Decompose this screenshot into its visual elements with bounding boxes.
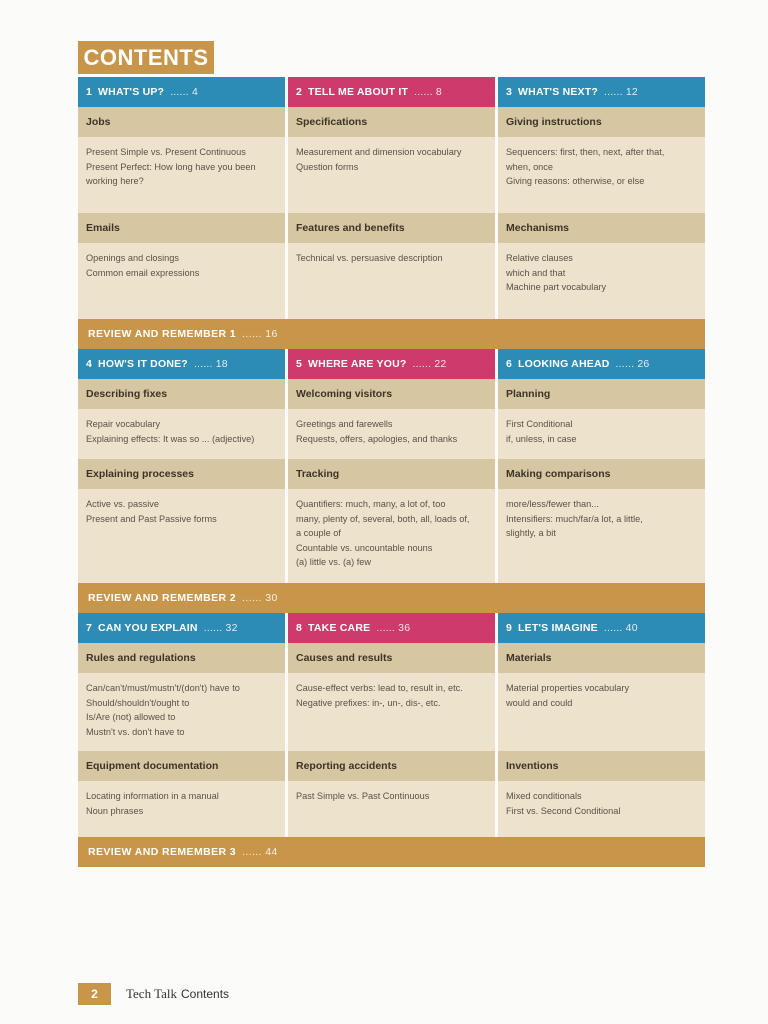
review-label: REVIEW AND REMEMBER 2 <box>88 592 237 604</box>
book-title: Tech Talk <box>126 986 178 1001</box>
unit-column <box>498 349 705 583</box>
review-page: ...... 16 <box>242 328 278 340</box>
topic-details <box>498 243 705 319</box>
topic-details <box>288 409 495 459</box>
topic-line: would and could <box>506 697 573 708</box>
topic-details <box>78 137 285 213</box>
topic-details <box>288 781 495 837</box>
unit-header[interactable] <box>288 349 495 379</box>
topic-line: Quantifiers: much, many, a lot of, too <box>296 499 446 509</box>
topic-line: many, plenty of, several, both, all, loads of, <box>296 513 470 524</box>
unit-header[interactable] <box>498 349 705 379</box>
topic-line: Openings and closings <box>86 253 179 263</box>
topic-line: Relative clauses <box>506 253 573 263</box>
unit-column <box>78 349 285 583</box>
topic-line: when, once <box>506 161 553 172</box>
topic-line: Machine part vocabulary <box>506 282 607 292</box>
topic-line: Mustn't vs. don't have to <box>86 726 185 737</box>
topic-heading: Equipment documentation <box>78 751 285 781</box>
unit-column <box>78 613 285 837</box>
unit-row <box>78 77 705 319</box>
unit-number: 6 <box>506 358 513 370</box>
topic-line: First Conditional <box>506 419 573 429</box>
unit-title: LOOKING AHEAD <box>518 358 610 370</box>
unit-title: TELL ME ABOUT IT <box>308 86 409 98</box>
review-bar[interactable] <box>78 583 705 613</box>
unit-page: ...... 12 <box>604 86 638 98</box>
unit-page: ...... 36 <box>376 622 411 634</box>
topic-line: Past Simple vs. Past Continuous <box>296 791 430 801</box>
unit-page: ...... 18 <box>193 358 228 370</box>
topic-details <box>498 137 705 213</box>
unit-number: 1 <box>86 86 93 98</box>
topic-details <box>288 489 495 583</box>
topic-line: Present Simple vs. Present Continuous <box>86 147 246 157</box>
page-title: CONTENTS <box>78 41 214 74</box>
unit-number: 9 <box>506 622 513 634</box>
topic-line: Material properties vocabulary <box>506 683 630 693</box>
unit-page: ...... 40 <box>603 622 638 634</box>
topic-line: Mixed conditionals <box>506 791 582 801</box>
unit-header[interactable] <box>78 613 285 643</box>
unit-page: ...... 32 <box>203 622 238 634</box>
topic-line: Is/Are (not) allowed to <box>86 712 176 722</box>
topic-details <box>78 673 285 751</box>
unit-title: WHAT'S UP? <box>98 86 165 98</box>
unit-page: ...... 26 <box>615 358 650 370</box>
topic-line: Present and Past Passive forms <box>86 513 217 524</box>
unit-column <box>288 77 495 319</box>
topic-line: Noun phrases <box>86 805 144 816</box>
topic-line: Countable vs. uncountable nouns <box>296 542 433 553</box>
topic-details <box>78 781 285 837</box>
topic-details <box>288 243 495 319</box>
topic-line: Common email expressions <box>86 267 200 278</box>
topic-details <box>498 409 705 459</box>
topic-line: working here? <box>86 176 144 186</box>
topic-line: Giving reasons: otherwise, or else <box>506 176 645 186</box>
review-bar[interactable] <box>78 837 705 867</box>
unit-header[interactable] <box>78 77 285 107</box>
topic-heading: Welcoming visitors <box>288 379 495 409</box>
topic-line: (a) little vs. (a) few <box>296 557 372 567</box>
unit-title: TAKE CARE <box>308 622 371 634</box>
page-number: 2 <box>78 983 111 1005</box>
topic-line: First vs. Second Conditional <box>506 805 621 816</box>
topic-details <box>78 489 285 583</box>
topic-heading: Causes and results <box>288 643 495 673</box>
unit-number: 5 <box>296 358 303 370</box>
unit-column <box>288 349 495 583</box>
topic-heading: Jobs <box>78 107 285 137</box>
unit-title: WHERE ARE YOU? <box>308 358 407 370</box>
unit-title: WHAT'S NEXT? <box>518 86 598 98</box>
topic-line: more/less/fewer than... <box>506 499 599 509</box>
topic-line: Active vs. passive <box>86 499 160 509</box>
topic-line: Repair vocabulary <box>86 419 161 429</box>
topic-heading: Features and benefits <box>288 213 495 243</box>
topic-heading: Reporting accidents <box>288 751 495 781</box>
review-page: ...... 44 <box>242 846 278 858</box>
topic-details <box>288 673 495 751</box>
topic-line: if, unless, in case <box>506 433 577 444</box>
topic-details <box>288 137 495 213</box>
topic-line: Locating information in a manual <box>86 791 219 801</box>
topic-heading: Describing fixes <box>78 379 285 409</box>
unit-header[interactable] <box>498 77 705 107</box>
topic-line: Present Perfect: How long have you been <box>86 161 256 172</box>
unit-row <box>78 349 705 583</box>
topic-details <box>78 243 285 319</box>
topic-line: which and that <box>506 267 566 278</box>
topic-details <box>498 489 705 583</box>
topic-line: Can/can't/must/mustn't/(don't) have to <box>86 683 240 693</box>
topic-heading: Explaining processes <box>78 459 285 489</box>
unit-page: ...... 22 <box>412 358 447 370</box>
unit-page: ...... 8 <box>414 86 442 98</box>
topic-line: Question forms <box>296 161 359 172</box>
topic-line: Should/shouldn't/ought to <box>86 697 190 708</box>
unit-number: 8 <box>296 622 303 634</box>
unit-column <box>498 77 705 319</box>
review-bar[interactable] <box>78 319 705 349</box>
topic-heading: Specifications <box>288 107 495 137</box>
topic-line: Measurement and dimension vocabulary <box>296 147 462 157</box>
unit-row <box>78 613 705 837</box>
unit-header[interactable] <box>288 613 495 643</box>
review-label: REVIEW AND REMEMBER 1 <box>88 328 237 340</box>
unit-page: ...... 4 <box>170 86 199 98</box>
topic-heading: Inventions <box>498 751 705 781</box>
unit-column <box>78 77 285 319</box>
unit-number: 4 <box>86 358 93 370</box>
topic-line: Explaining effects: It was so ... (adjective) <box>86 433 255 444</box>
unit-header[interactable] <box>288 77 495 107</box>
topic-details <box>498 673 705 751</box>
review-page: ...... 30 <box>242 592 278 604</box>
topic-line: Negative prefixes: in-, un-, dis-, etc. <box>296 697 441 708</box>
topic-heading: Tracking <box>288 459 495 489</box>
unit-number: 2 <box>296 86 303 98</box>
unit-column <box>498 613 705 837</box>
unit-title: LET'S IMAGINE <box>518 622 598 634</box>
topic-heading: Planning <box>498 379 705 409</box>
topic-heading: Materials <box>498 643 705 673</box>
topic-line: Requests, offers, apologies, and thanks <box>296 433 458 444</box>
unit-title: HOW'S IT DONE? <box>98 358 188 370</box>
page-footer <box>78 983 229 1005</box>
unit-header[interactable] <box>498 613 705 643</box>
topic-line: Technical vs. persuasive description <box>296 253 443 263</box>
topic-heading: Mechanisms <box>498 213 705 243</box>
topic-line: Sequencers: first, then, next, after that, <box>506 147 665 157</box>
section-name: Contents <box>181 987 230 1001</box>
topic-heading: Making comparisons <box>498 459 705 489</box>
unit-column <box>288 613 495 837</box>
topic-heading: Giving instructions <box>498 107 705 137</box>
topic-details <box>78 409 285 459</box>
unit-number: 3 <box>506 86 513 98</box>
topic-heading: Rules and regulations <box>78 643 285 673</box>
topic-line: Greetings and farewells <box>296 419 393 429</box>
topic-heading: Emails <box>78 213 285 243</box>
unit-header[interactable] <box>78 349 285 379</box>
contents-table <box>78 77 705 867</box>
topic-line: slightly, a bit <box>506 528 556 538</box>
topic-line: Intensifiers: much/far/a lot, a little, <box>506 513 643 524</box>
topic-details <box>498 781 705 837</box>
topic-line: a couple of <box>296 528 341 538</box>
unit-title: CAN YOU EXPLAIN <box>98 622 198 634</box>
topic-line: Cause-effect verbs: lead to, result in, etc. <box>296 683 463 693</box>
unit-number: 7 <box>86 622 93 634</box>
review-label: REVIEW AND REMEMBER 3 <box>88 846 237 858</box>
